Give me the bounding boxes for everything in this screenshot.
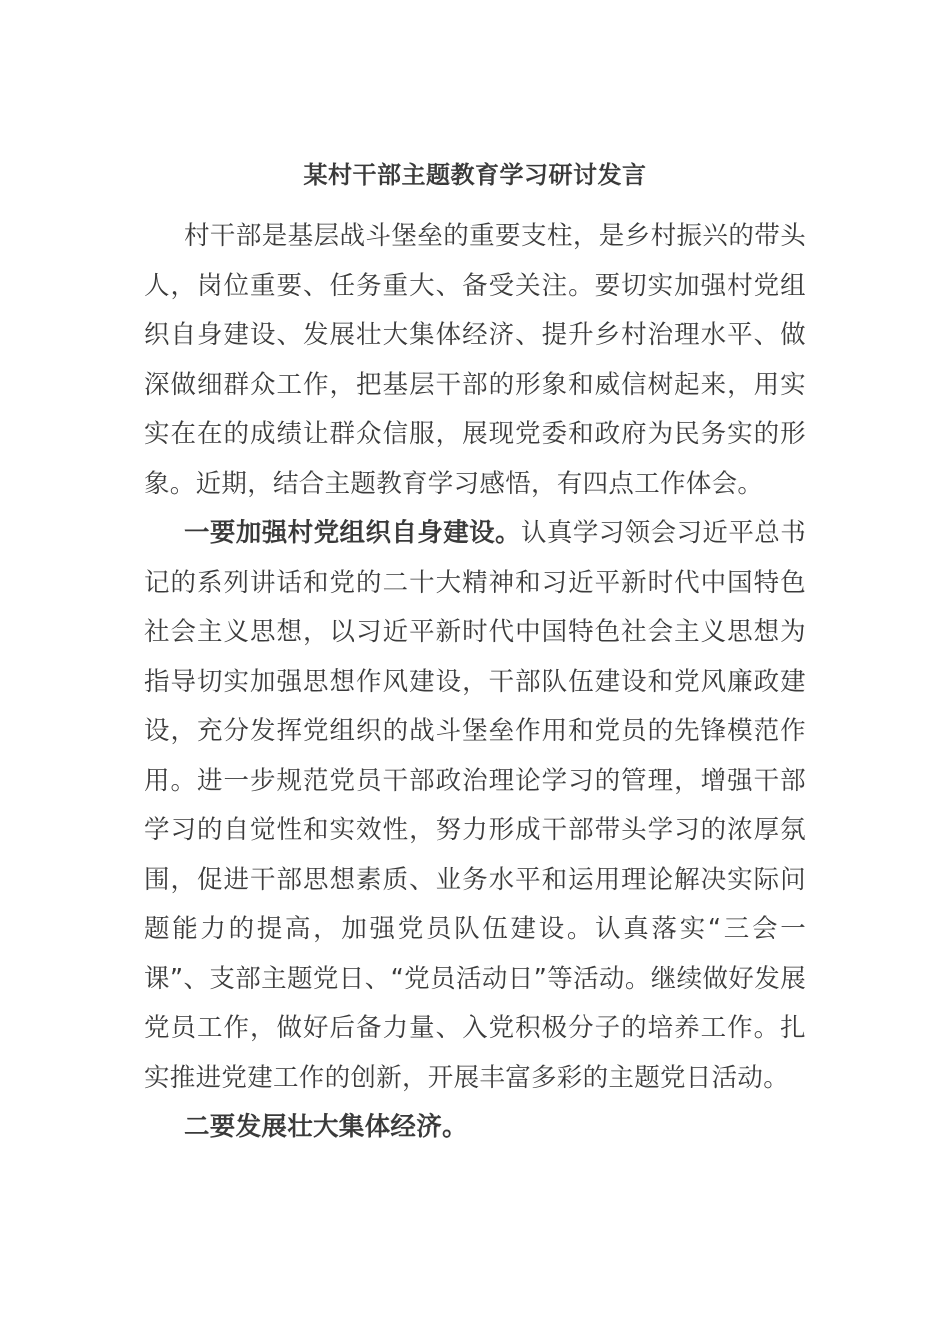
paragraph-lead: 一要加强村党组织自身建设。 xyxy=(184,518,521,548)
document-body xyxy=(144,212,806,1153)
paragraph-text: 村干部是基层战斗堡垒的重要支柱，是乡村振兴的带头人，岗位重要、任务重大、备受关注。要切实加强村党组织自身建设、发展壮大集体经济、提升乡村治理水平、做深做细群众工作，把基层干部的形象和威信树起来，用实实在在的成绩让群众信服，展现党委和政府为民务实的形象。近期，结合主题教育学习感悟，有四点工作体会。 xyxy=(144,221,806,499)
document-title: 某村干部主题教育学习研讨发言 xyxy=(303,161,647,189)
paragraph-intro xyxy=(144,212,806,509)
paragraph-point-one xyxy=(144,509,806,1103)
paragraph-point-two xyxy=(144,1103,806,1153)
paragraph-text: 认真学习领会习近平总书记的系列讲话和党的二十大精神和习近平新时代中国特色社会主义思想，以习近平新时代中国特色社会主义思想为指导切实加强思想作风建设，干部队伍建设和党风廉政建设，充分发挥党组织的战斗堡垒作用和党员的先锋模范作用。进一步规范党员干部政治理论学习的管理，增强干部学习的自觉性和实效性，努力形成干部带头学习的浓厚氛围，促进干部思想素质、业务水平和运用理论解决实际问题能力的提高，加强党员队伍建设。认真落实“三会一课”、支部主题党日、“党员活动日”等活动。继续做好发展党员工作，做好后备力量、入党积极分子的培养工作。扎实推进党建工作的创新，开展丰富多彩的主题党日活动。 xyxy=(144,518,806,1093)
paragraph-lead: 二要发展壮大集体经济。 xyxy=(184,1112,468,1142)
